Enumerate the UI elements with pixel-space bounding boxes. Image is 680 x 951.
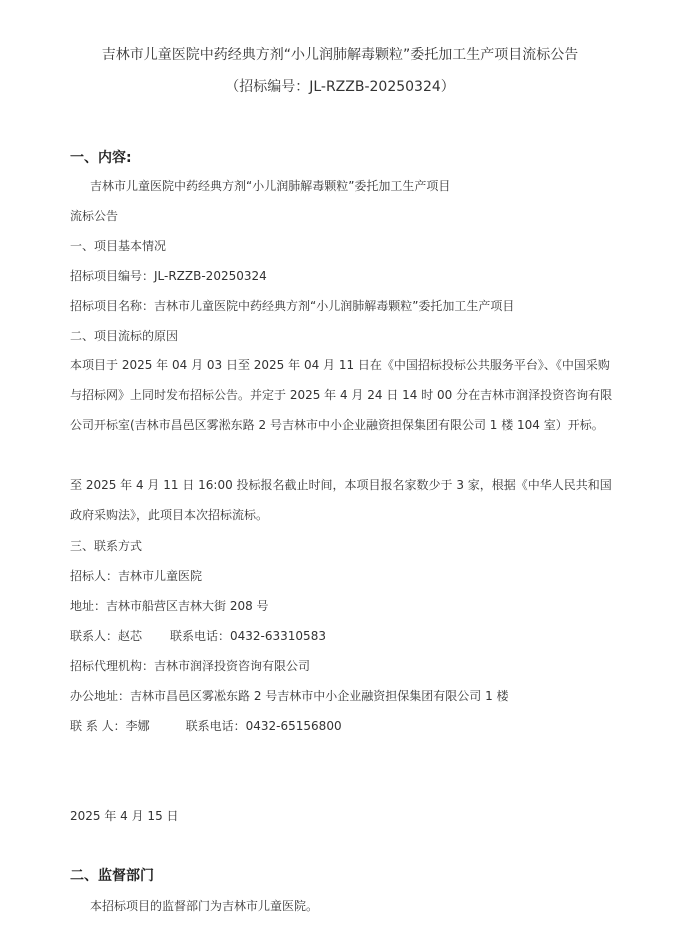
project-name: 招标项目名称：吉林市儿童医院中药经典方剂“小儿润肺解毒颗粒”委托加工生产项目 — [70, 299, 515, 313]
failure-reason-paragraph: 本项目于 2025 年 04 月 03 日至 2025 年 04 月 11 日在《中国招标投标公共服务平台》、《中国采购与招标网》上同时发布招标公告。并定于 2025 年 4 月 24 日 14 时 00 分在吉林市润泽投资咨询有限公司开标室(吉林市昌邑区雾淞东路 2 号吉林市中小企业融资担保集团有限公司 1 楼 104 室）开标。 — [70, 358, 613, 432]
deadline-paragraph: 至 2025 年 4 月 11 日 16:00 投标报名截止时间，本项目报名家数少于 3 家，根据《中华人民共和国政府采购法》，此项目本次招标流标。 — [70, 478, 612, 522]
tender-number: （招标编号：JL-RZZB-20250324） — [225, 79, 455, 95]
project-number: 招标项目编号：JL-RZZB-20250324 — [70, 269, 267, 283]
contact-heading: 三、联系方式 — [70, 539, 143, 553]
tenderer: 招标人：吉林市儿童医院 — [70, 569, 203, 583]
section-heading-content: 一、内容: — [70, 150, 132, 166]
announcement-title: 吉林市儿童医院中药经典方剂“小儿润肺解毒颗粒”委托加工生产项目流标公告 — [101, 47, 579, 63]
tenderer-address: 地址：吉林市船营区吉林大街 208 号 — [70, 599, 269, 613]
intro-line: 吉林市儿童医院中药经典方剂“小儿润肺解毒颗粒”委托加工生产项目 — [90, 179, 451, 193]
agency-office-address: 办公地址：吉林市昌邑区雾凇东路 2 号吉林市中小企业融资担保集团有限公司 1 楼 — [70, 689, 509, 703]
agency-contact-phone: 联系电话：0432-65156800 — [185, 719, 342, 733]
supervision-text: 本招标项目的监督部门为吉林市儿童医院。 — [90, 899, 319, 913]
tenderer-contact — [70, 627, 326, 644]
contact-phone: 联系电话：0432-63310583 — [170, 629, 326, 643]
section-heading-supervision: 二、监督部门 — [70, 868, 154, 884]
announcement-date: 2025 年 4 月 15 日 — [70, 809, 179, 823]
agency: 招标代理机构：吉林市润泽投资咨询有限公司 — [70, 659, 311, 673]
contact-person: 联系人：赵芯 — [70, 629, 143, 643]
agency-contact-person: 联 系 人：李娜 — [70, 719, 150, 733]
basic-info-heading: 一、项目基本情况 — [70, 239, 167, 253]
failure-reason-heading: 二、项目流标的原因 — [70, 329, 179, 343]
intro-line-continued: 流标公告 — [70, 209, 119, 223]
agency-contact — [70, 717, 342, 734]
